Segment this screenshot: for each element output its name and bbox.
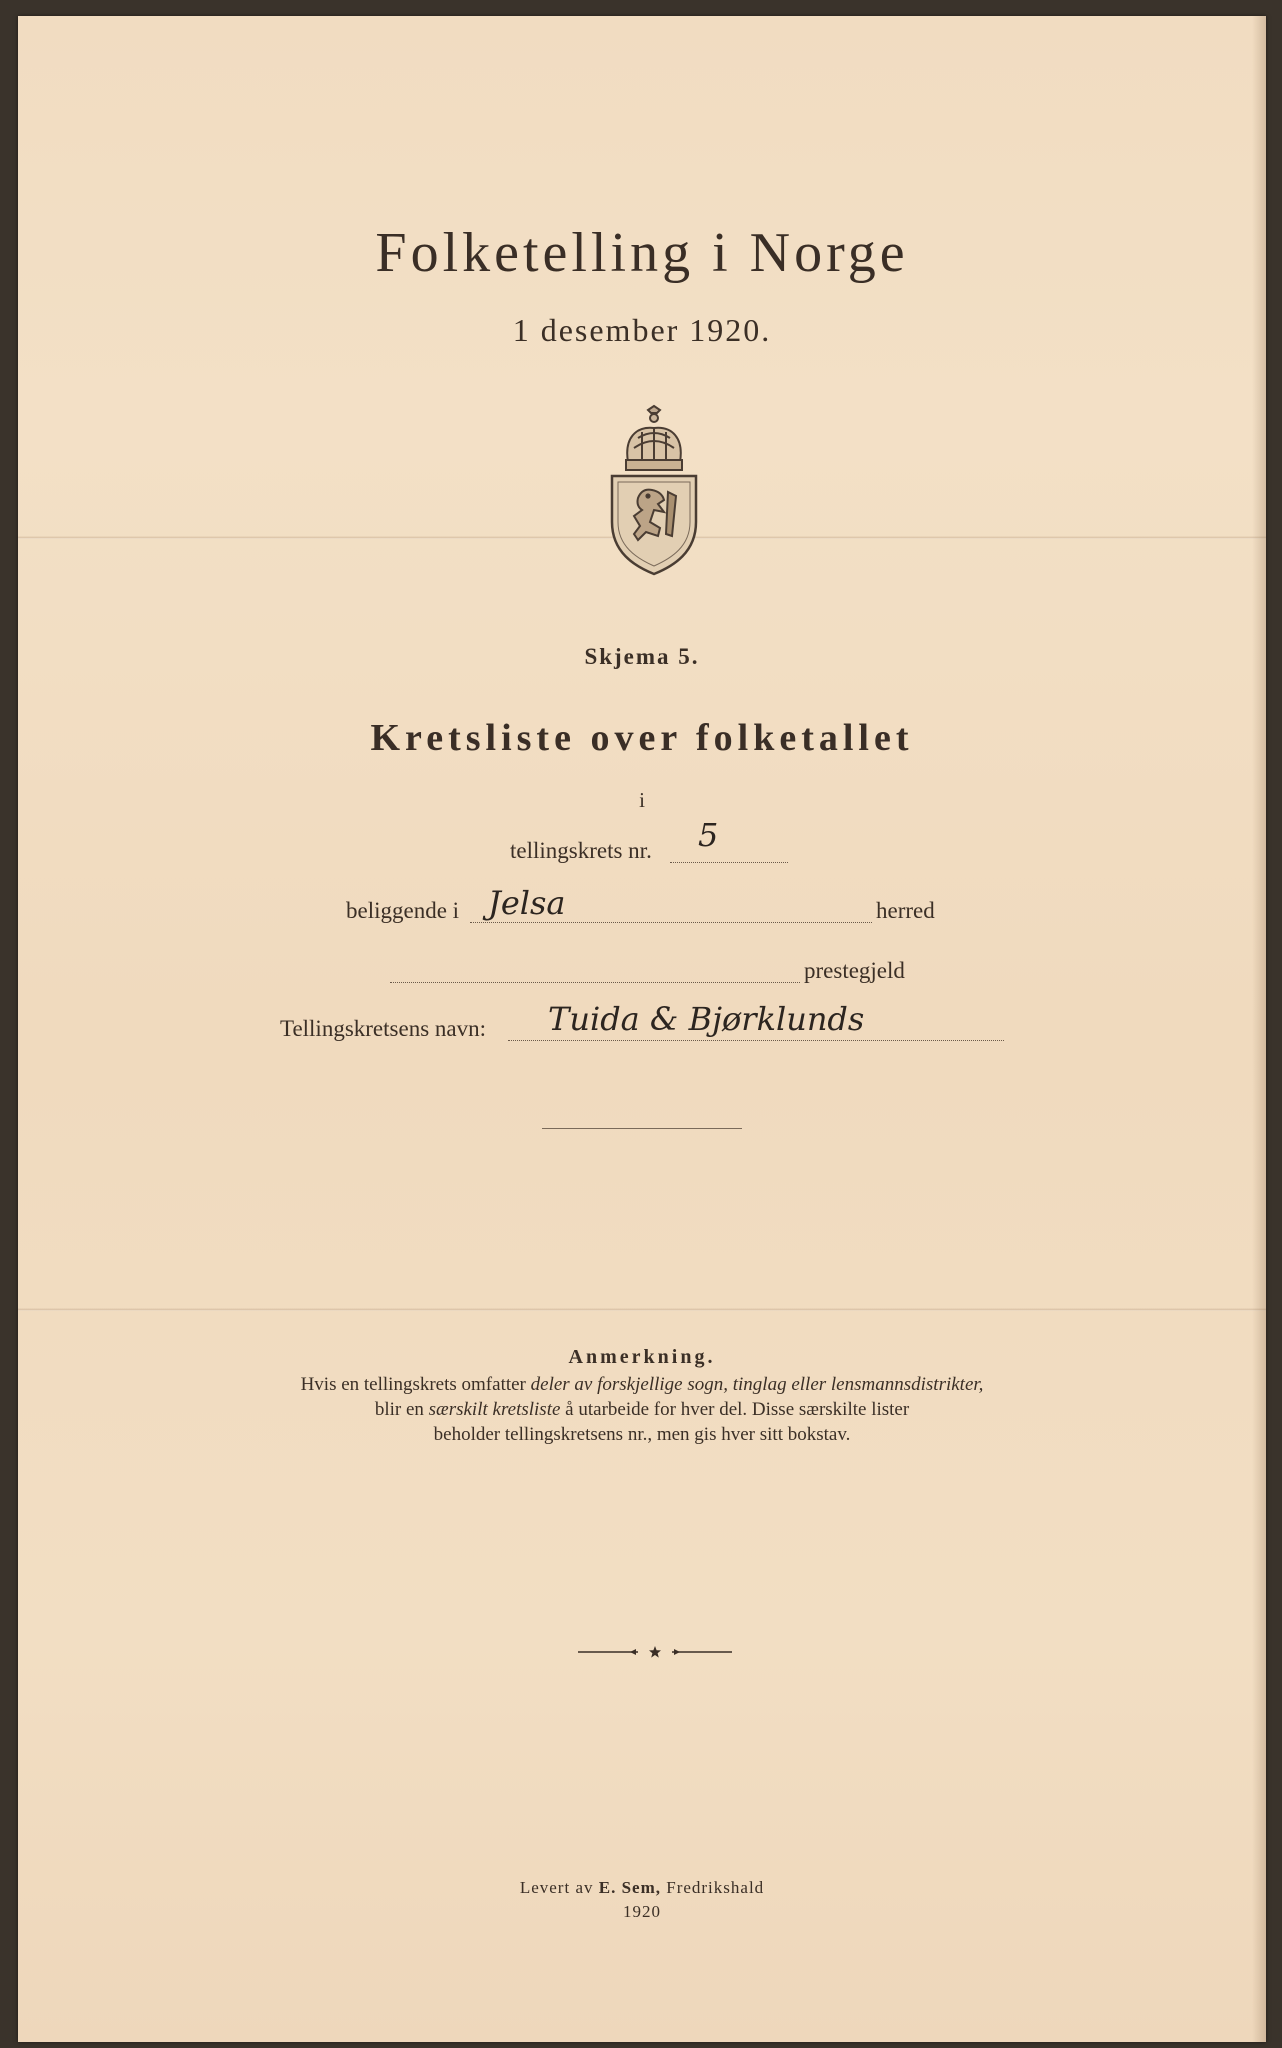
- district-number-value: 5: [698, 816, 719, 854]
- printer-year: 1920: [623, 1902, 661, 1921]
- norwegian-lion-coat-of-arms-icon: [608, 404, 700, 576]
- paper-fold: [18, 1308, 1266, 1311]
- herred-label: herred: [876, 898, 935, 923]
- star-ornament-divider-icon: [578, 1644, 732, 1660]
- district-name-line: [508, 1040, 1004, 1041]
- schema-number: Skjema 5.: [584, 644, 700, 669]
- note-line-1: [18, 1374, 1266, 1396]
- printer-credit: [18, 1878, 1266, 1898]
- list-title: Kretsliste over folketallet: [370, 717, 914, 759]
- printer-name: E. Sem,: [598, 1878, 661, 1897]
- note-line-2: [18, 1399, 1266, 1421]
- section-divider: [542, 1128, 742, 1129]
- location-line: [470, 922, 872, 923]
- location-label: beliggende i: [346, 898, 460, 923]
- parish-label: prestegjeld: [804, 958, 905, 983]
- district-name-value: Tuida & Bjørklunds: [548, 1000, 865, 1038]
- district-name-label: Tellingskretsens navn:: [280, 1016, 486, 1041]
- parish-line: [390, 982, 800, 983]
- census-form-page: [18, 16, 1266, 2042]
- note-heading: Anmerkning.: [568, 1346, 716, 1368]
- note-line-3: beholder tellingskretsens nr., men gis hver sitt bokstav.: [433, 1424, 851, 1445]
- note-text: blir en: [374, 1399, 429, 1420]
- census-date: 1 desember 1920.: [512, 312, 772, 348]
- district-number-label: tellingskrets nr.: [510, 838, 652, 863]
- note-text-italic: særskilt kretsliste: [428, 1399, 561, 1420]
- printer-text: Levert av: [519, 1878, 599, 1897]
- connector-word: i: [639, 788, 645, 812]
- printer-city: Fredrikshald: [660, 1878, 765, 1897]
- note-text-italic: deler av forskjellige sogn, tinglag eller lensmannsdistrikter,: [530, 1374, 984, 1395]
- note-text: Hvis en tellingskrets omfatter: [300, 1374, 531, 1395]
- note-text: å utarbeide for hver del. Disse særskilte lister: [560, 1399, 910, 1420]
- district-number-line: [670, 862, 788, 863]
- document-title: Folketelling i Norge: [375, 222, 909, 284]
- location-value: Jelsa: [488, 884, 566, 922]
